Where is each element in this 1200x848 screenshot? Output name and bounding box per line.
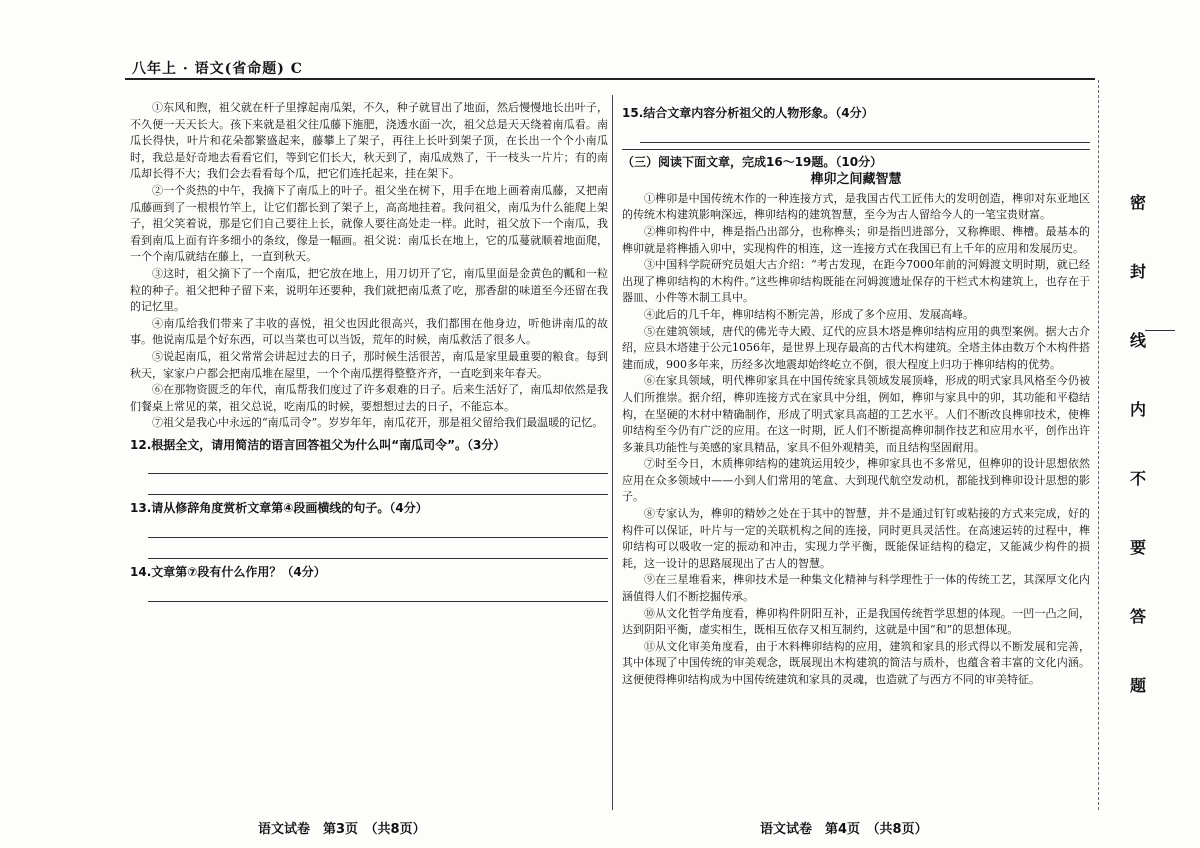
- answer-line[interactable]: [148, 474, 608, 495]
- header-rule: [125, 78, 1095, 80]
- footer-left: 语文试卷 第3页 （共8页）: [258, 822, 426, 837]
- article-paragraph: ⑨在三星堆看来，榫卯技术是一种集文化精神与科学理性于一体的传统工艺，其深厚文化内涵值得人们不断挖掘传承。: [622, 573, 1090, 604]
- article-paragraph: ⑥在家具领域，明代榫卯家具在中国传统家具领域发展顶峰，形成的明式家具风格至今仍被人们所推崇。据介绍，榫卯连接方式在家具中分组，例如，榫卯与家具中的卯，其功能和平稳结构，在坚硬的木材中精确制作，形成了明式家具高超的工艺水平。人们不断改良榫卯技术，使榫卯结构至今仍有广泛的应用。在这一时期，匠人们不断提高榫卯制作技艺和应用水平，创作出许多兼具功能性与美感的家具精品，家具不但外观精美，而且结构坚固耐用。: [622, 374, 1090, 454]
- article-paragraph: ⑤在建筑领域，唐代的佛光寺大殿、辽代的应县木塔是榫卯结构应用的典型案例。据大古介绍，应县木塔建于公元1056年，是世界上现存最高的古代木构建筑。全塔主体由数万个木构件搭建而成，900多年来，历经多次地震却始终屹立不倒，很大程度上归功于榫卯结构的优势。: [622, 324, 1090, 371]
- passage-paragraph: ⑥在那物资匮乏的年代，南瓜帮我们度过了许多艰难的日子。后来生活好了，南瓜却依然是我们餐桌上常见的菜，祖父总说，吃南瓜的时候，要想想过去的日子，不能忘本。: [130, 383, 608, 413]
- article-paragraph: ⑦时至今日，木质榫卯结构的建筑运用较少，榫卯家具也不多常见，但榫卯的设计思想依然应用在众多领域中——小到人们常用的笔盒、大到现代航空发动机，都能找到榫卯设计思想的影子。: [622, 457, 1090, 504]
- article-paragraph: ⑧专家认为，榫卯的精妙之处在于其中的智慧，并不是通过钉钉或粘接的方式来完成，好的构件可以保证，叶片与一定的关联机构之间的连接，同时更具灵活性。在高速运转的过程中，榫卯结构可以吸收一定的振动和冲击，实现力学平衡，既能保证结构的稳定，又能减少构件的损耗，这一设计的思路展现出了古人的智慧。: [622, 507, 1090, 570]
- page-header: 八年上 · 语文(省命题) C: [132, 61, 303, 77]
- left-column: [130, 100, 608, 602]
- seal-char: 要: [1129, 538, 1146, 557]
- seal-char: 封: [1129, 262, 1146, 281]
- section-heading: （三）阅读下面文章，完成16～19题。（10分）: [622, 149, 1090, 171]
- right-column: [622, 100, 1090, 689]
- seal-line-notice: [1118, 190, 1158, 742]
- answer-line[interactable]: [148, 517, 608, 538]
- passage-paragraph: ②一个炎热的中午，我摘下了南瓜上的叶子。祖父坐在树下，用手在地上画着南瓜藤，又把南瓜藤画到了一根根竹竿上，让它们都长到了架子上，高高地挂着。我问祖父，南瓜为什么能爬上架子，祖父笑着说，那是它们自己要往上长，就像人要往高处走一样。此时，祖父放下一个南瓜，我看到南瓜上面有许多细小的条纹，像是一幅画。祖父说：南瓜长在地上，它的瓜蔓就顺着地面爬，一个个南瓜就结在藤上，一直到秋天。: [130, 183, 608, 264]
- question-12: 12.根据全文，请用简洁的语言回答祖父为什么叫“南瓜司令”。（3分）: [130, 437, 506, 452]
- question-15: 15.结合文章内容分析祖父的人物形象。（4分）: [622, 106, 874, 120]
- answer-line[interactable]: [148, 538, 608, 559]
- answer-line[interactable]: [640, 122, 1090, 143]
- seal-char: 题: [1129, 676, 1146, 695]
- answer-line[interactable]: [148, 581, 608, 602]
- column-divider: [612, 95, 613, 810]
- article-paragraph: ③中国科学院研究员姐大古介绍：“考古发现，在距今7000年前的河姆渡文明时期，就已经出现了榫卯结构的木构件。”这些榫卯结构既能在河姆渡遗址保存的干栏式木构建筑上，也存在于器皿、小件等木制工具中。: [622, 258, 1090, 305]
- seal-char: 线: [1129, 331, 1146, 350]
- article-paragraph: ⑪从文化审美角度看，由于木料榫卯结构的应用，建筑和家具的形式得以不断发展和完善，其中体现了中国传统的审美观念，既展现出木构建筑的简洁与质朴，也蕴含着丰富的文化内涵。这便使得榫卯结构成为中国传统建筑和家具的灵魂，也造就了与西方不同的审美特征。: [622, 639, 1090, 686]
- seal-cut-line: [1098, 80, 1099, 810]
- passage-paragraph: ⑤说起南瓜，祖父常常会讲起过去的日子，那时候生活很苦，南瓜是家里最重要的粮食。每到秋天，家家户户都会把南瓜堆在屋里，一个个南瓜摆得整整齐齐，一直吃到来年春天。: [130, 349, 608, 380]
- passage-paragraph: ①东风和煦，祖父就在杆子里撑起南瓜架，不久，种子就冒出了地面，然后慢慢地长出叶子，不久便一天天长大。孩下来就是祖父往瓜藤下施肥，浇透水面一次，祖父总是天天绕着南瓜看。南瓜长得快，叶片和花朵都繁盛起来，藤攀上了架子，再往上长叶到架子顶，在长出一个个小南瓜时，我总是好奇地去看看它们，等到它们长大，秋天到了，南瓜成熟了，干一枝头一片片；有的南瓜却长得不大；我们会去看看每个瓜，把它们连托起来，挂在架下。: [130, 101, 608, 181]
- passage-paragraph: ⑦祖父是我心中永远的“南瓜司令”。岁岁年年，南瓜花开，那是祖父留给我们最温暖的记忆。: [152, 416, 604, 430]
- passage-paragraph: ③这时，祖父摘下了一个南瓜，把它放在地上，用刀切开了它，南瓜里面是金黄色的瓤和一粒粒的种子。祖父把种子留下来，说明年还要种，我们就把南瓜煮了吃，那香甜的味道至今还留在我的记忆里。: [130, 266, 608, 314]
- article-paragraph: ⑩从文化哲学角度看，榫卯构件阴阳互补，正是我国传统哲学思想的体现。一凹一凸之间，达到阴阳平衡，虚实相生，既相互依存又相互制约，这就是中国“和”的思想体现。: [622, 606, 1090, 637]
- question-13: 13.请从修辞角度赏析文章第④段画横线的句子。（4分）: [130, 501, 428, 516]
- footer-right: 语文试卷 第4页 （共8页）: [760, 822, 928, 837]
- seal-char: 答: [1129, 607, 1146, 626]
- article-paragraph: ②榫卯构件中，榫是指凸出部分，也称榫头；卯是指凹进部分，又称榫眼、榫槽。最基本的榫卯就是将榫插入卯中，实现构件的相连，这一连接方式在我国已有上千年的应用和发展历史。: [622, 224, 1090, 255]
- seal-dash: [1145, 330, 1175, 331]
- article-paragraph: ④此后的几千年，榫卯结构不断完善，形成了多个应用、发展高峰。: [644, 307, 974, 321]
- seal-char: 不: [1129, 469, 1146, 488]
- article-title: 榫卯之间藏智慧: [810, 172, 902, 188]
- seal-char: 密: [1129, 193, 1146, 212]
- question-14: 14.文章第⑦段有什么作用？（4分）: [130, 565, 326, 580]
- seal-char: 内: [1129, 400, 1146, 419]
- article-paragraph: ①榫卯是中国传统木作的一种连接方式，是我国古代工匠伟大的发明创造，榫卯对东亚地区的传统木构建筑影响深远，榫卯结构的建筑智慧，至今为古人留给今人的一笔宝贵财富。: [622, 191, 1090, 222]
- passage-paragraph: ④南瓜给我们带来了丰收的喜悦，祖父也因此很高兴，我们都围在他身边，听他讲南瓜的故事。他说南瓜是个好东西，可以当菜也可以当饭，荒年的时候，南瓜救活了很多人。: [130, 316, 608, 347]
- answer-line[interactable]: [148, 453, 608, 474]
